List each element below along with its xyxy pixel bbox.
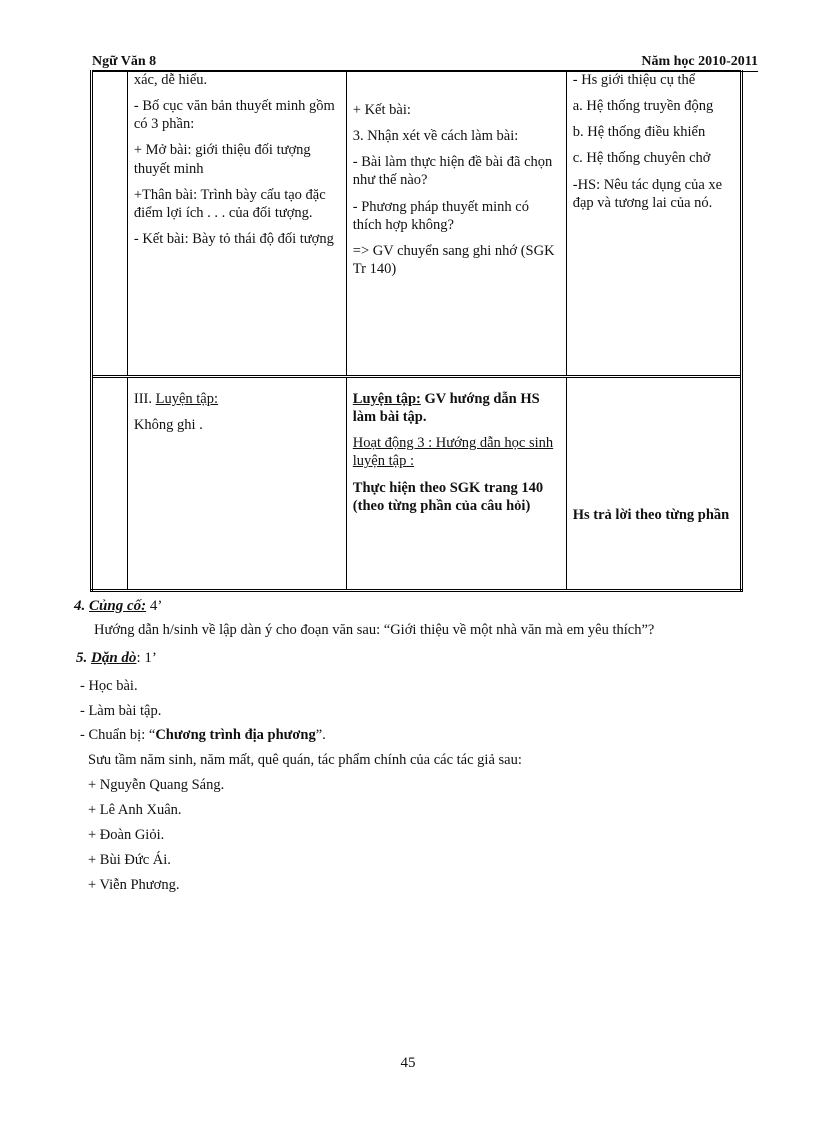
table-cell-student-practice (566, 377, 741, 591)
content-line: c. Hệ thống chuyên chở (572, 150, 711, 167)
content-line: - Kết bài: Bày tỏ thái độ đối tượng (133, 230, 334, 247)
consolidation-text: Hướng dẫn h/sinh về lập dàn ý cho đoạn văn sau: “Giới thiệu về một nhà văn mà em yêu thích”? (94, 622, 655, 638)
author-item: + Viễn Phương. (88, 877, 180, 893)
content-line: - Bố cục văn bản thuyết minh gồm có 3 phần: (133, 98, 335, 133)
author-item: + Lê Anh Xuân. (88, 802, 182, 818)
practice-title: Luyện tập: (155, 391, 219, 407)
content-line: - Phương pháp thuyết minh có thích hợp không? (352, 198, 529, 233)
header-school-year: Năm học 2010-2011 (641, 54, 758, 69)
practice-task: Thực hiện theo SGK trang 140 (theo từng phần của câu hỏi) (352, 479, 544, 514)
author-item: + Nguyễn Quang Sáng. (88, 777, 225, 793)
page-header (92, 52, 758, 72)
content-line: 3. Nhận xét về cách làm bài: (352, 128, 519, 145)
content-line: - Hs giới thiệu cụ thể (572, 72, 696, 88)
practice-instruction: Luyện tập: GV hướng dẫn HS làm bài tập. (352, 391, 540, 426)
content-line: - Bài làm thực hiện đề bài đã chọn như thế nào? (352, 154, 553, 189)
content-line: + Kết bài: (352, 102, 411, 118)
content-line: -HS: Nêu tác dụng của xe đạp và tương lai của nó. (572, 176, 723, 211)
homework-prepare: - Chuẩn bị: “Chương trình địa phương”. (80, 727, 326, 743)
table-row (92, 377, 742, 591)
table-cell-blank (92, 71, 128, 377)
section-consolidation-title: Củng cố: (89, 598, 147, 614)
practice-instruction-title: Luyện tập: (352, 391, 421, 407)
table-cell-student (566, 71, 741, 377)
homework-collect: Sưu tầm năm sinh, năm mất, quê quán, tác phẩm chính của các tác giả sau: (88, 752, 522, 768)
table-cell-teacher-practice (346, 377, 566, 591)
content-line: xác, dễ hiểu. (133, 72, 208, 88)
author-item: + Đoàn Giỏi. (88, 827, 165, 843)
practice-heading: III. Luyện tập: (133, 391, 219, 407)
content-line: a. Hệ thống truyền động (572, 98, 714, 115)
table-cell-practice (127, 377, 346, 591)
student-answer: Hs trả lời theo từng phần (572, 507, 730, 523)
page-number: 45 (400, 1055, 416, 1071)
content-line: +Thân bài: Trình bày cấu tạo đặc điểm lợi ích . . . của đối tượng. (133, 186, 326, 221)
homework-item: - Học bài. (80, 678, 138, 694)
content-line: => GV chuyển sang ghi nhớ (SGK Tr 140) (352, 242, 555, 277)
section-homework: 5. Dặn dò: 1’ (76, 650, 157, 666)
content-line: + Mở bài: giới thiệu đối tượng thuyết minh (133, 142, 311, 177)
practice-note: Không ghi . (133, 417, 203, 434)
table-row (92, 71, 742, 377)
table-cell-content (127, 71, 346, 377)
content-line: b. Hệ thống điều khiển (572, 124, 706, 141)
lesson-table (90, 70, 743, 592)
table-cell-blank (92, 377, 128, 591)
table-cell-teacher (346, 71, 566, 377)
homework-item: - Làm bài tập. (80, 703, 162, 719)
activity-heading: Hoạt động 3 : Hướng dẫn học sinh luyện tập : (352, 435, 554, 470)
section-consolidation: 4. Củng cố: 4’ (74, 598, 163, 614)
header-subject: Ngữ Văn 8 (92, 54, 157, 69)
prepare-title: Chương trình địa phương (155, 727, 316, 743)
section-homework-title: Dặn dò (91, 650, 137, 666)
author-item: + Bùi Đức Ái. (88, 852, 171, 868)
